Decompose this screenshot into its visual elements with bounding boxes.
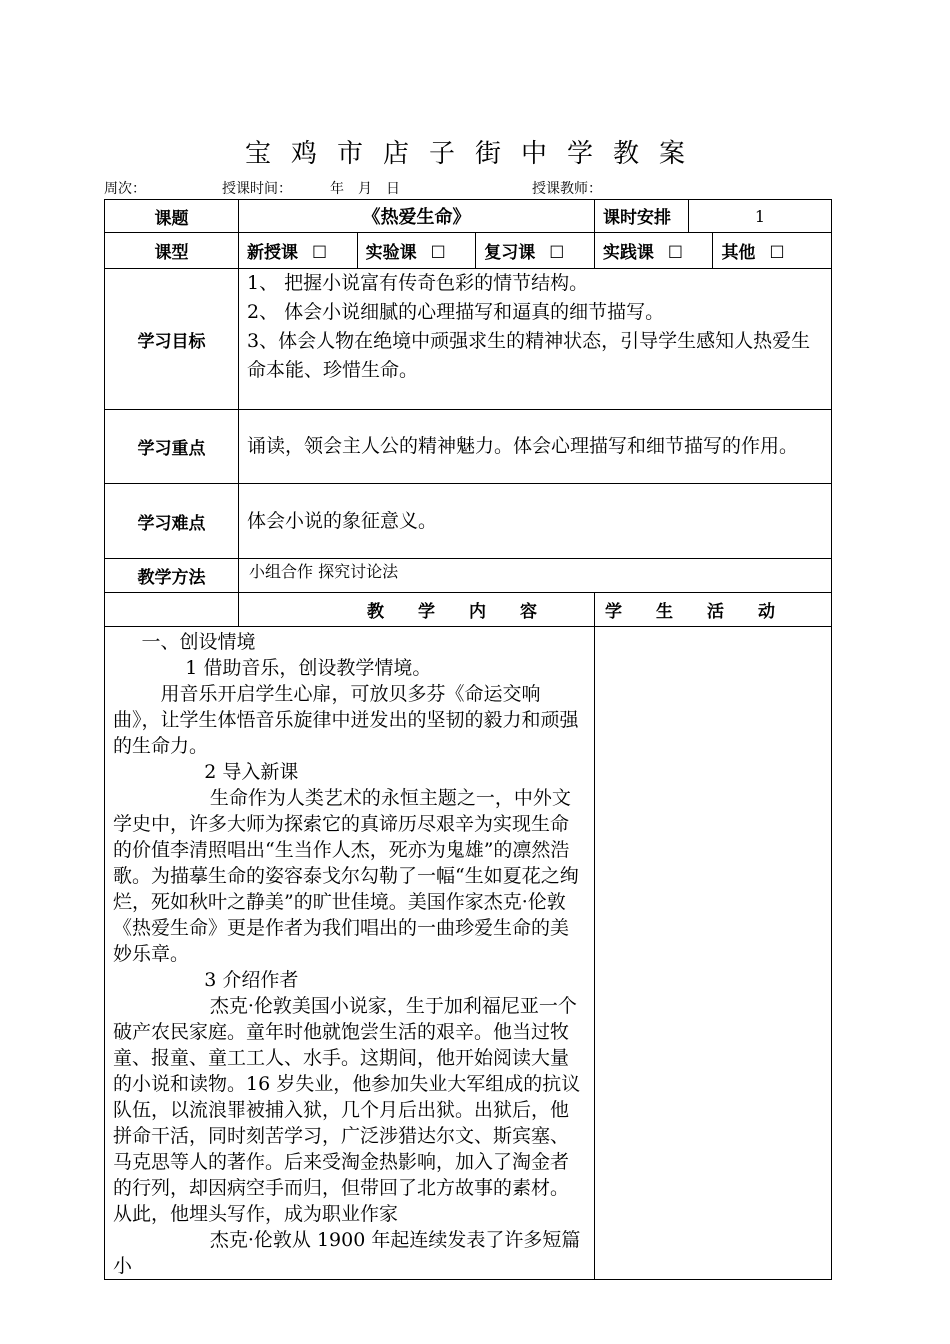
goals-label: 学习目标 [105,269,239,410]
lesson-plan-table [104,199,832,1280]
content-paragraph: 一、创设情境 [141,631,256,653]
type-row [105,233,832,269]
goal-item: 3、体会人物在绝境中顽强求生的精神状态，引导学生感知人热爱生命本能、珍惜生命。 [247,330,811,381]
activity-header: 学生活动 [595,593,832,627]
checkbox-icon[interactable]: □ [312,241,328,260]
goals-row [105,269,832,410]
teacher-label: 授课教师： [532,181,602,197]
checkbox-icon[interactable]: □ [430,241,446,260]
checkbox-icon[interactable]: □ [667,241,683,260]
focus-row [105,410,832,484]
checkbox-icon[interactable]: □ [549,241,565,260]
week-label: 周次： [104,181,146,197]
type-options [239,233,831,268]
method-value: 小组合作 探究讨论法 [239,559,832,593]
content-header-row [105,593,832,627]
focus-label: 学习重点 [105,410,239,484]
difficulty-value: 体会小说的象征意义。 [239,484,832,559]
content-paragraph: 1 借助音乐，创设教学情境。 [185,657,432,679]
content-paragraph: 用音乐开启学生心扉，可放贝多芬《命运交响曲》，让学生体悟音乐旋律中迸发出的坚韧的毅力和顽强的生命力。 [113,683,579,757]
topic-label: 课题 [105,200,239,233]
type-option-experiment[interactable]: 实验课 □ [358,233,477,268]
page-title: 宝鸡市店子街中学教案 [244,139,705,169]
hours-label: 课时安排 [595,200,689,233]
focus-value: 诵读，领会主人公的精神魅力。体会心理描写和细节描写的作用。 [239,410,832,484]
student-activity-cell [595,627,832,1280]
method-row [105,559,832,593]
difficulty-label: 学习难点 [105,484,239,559]
type-option-practice[interactable]: 实践课 □ [595,233,714,268]
type-option-other[interactable]: 其他 □ [721,241,785,263]
content-paragraph: 杰克·伦敦美国小说家，生于加利福尼亚一个破产农民家庭。童年时他就饱尝生活的艰辛。他当过牧童、报童、童工工人、水手。这期间，他开始阅读大量的小说和读物。16 岁失业，他参加失业大军组成的抗议队伍，以流浪罪被捕入狱，几个月后出狱。出狱后，他拼命干活，同时刻苦学习，广泛涉猎达尔文、斯宾塞、马克思等人的著作。后来受淘金热影响，加入了淘金者的行列，却因病空手而归，但带回了北方故事的素材。从此，他埋头写作，成为职业作家 [113,995,581,1225]
content-paragraph: 杰克·伦敦从 1900 年起连续发表了许多短篇小 [113,1229,581,1277]
content-paragraph: 2 导入新课 [204,761,299,783]
content-row [105,627,832,1280]
hours-value: 1 [689,200,832,233]
type-label: 课型 [105,233,239,269]
content-paragraph: 3 介绍作者 [204,969,299,991]
checkbox-icon[interactable]: □ [769,241,785,260]
difficulty-row [105,484,832,559]
goal-item: 1、 把握小说富有传奇色彩的情节结构。 [247,272,589,294]
date-placeholder: 年 月 日 [330,181,400,197]
type-option-new[interactable]: 新授课 □ [239,233,358,268]
header-blank-cell [105,593,239,627]
goal-item: 2、 体会小说细腻的心理描写和逼真的细节描写。 [247,301,665,323]
type-option-review[interactable]: 复习课 □ [476,233,595,268]
topic-row [105,200,832,233]
teaching-content [105,627,595,1280]
content-paragraph: 生命作为人类艺术的永恒主题之一，中外文学史中，许多大师为探索它的真谛历尽艰辛为实现生命的价值李清照唱出“生当作人杰，死亦为鬼雄”的凛然浩歌。为描摹生命的姿容泰戈尔勾勒了一幅“生如夏花之绚烂，死如秋叶之静美”的旷世佳境。美国作家杰克·伦敦《热爱生命》更是作者为我们唱出的一曲珍爱生命的美妙乐章。 [113,787,579,965]
content-header: 教学内容 [239,593,595,627]
method-label: 教学方法 [105,559,239,593]
time-label: 授课时间： [222,181,292,197]
topic-value: 《热爱生命》 [239,200,595,233]
goals-value [239,269,832,410]
